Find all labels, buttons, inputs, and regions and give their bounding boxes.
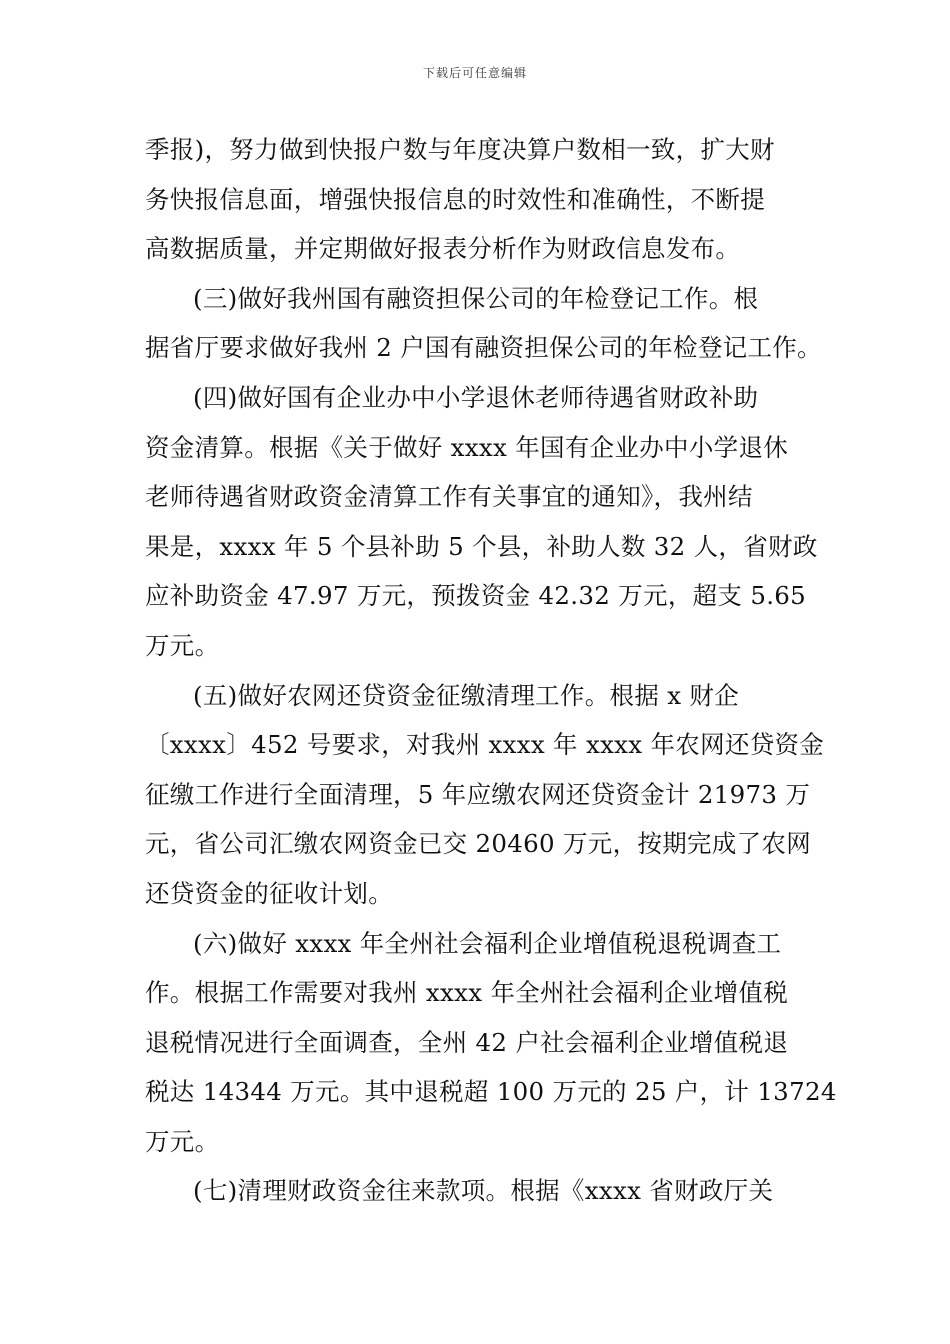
text-line: 务快报信息面，增强快报信息的时效性和准确性，不断提 [145, 184, 765, 214]
text-line: 〔xxxx〕452 号要求，对我州 xxxx 年 xxxx 年农网还贷资金 [145, 730, 825, 760]
text-line: 征缴工作进行全面清理，5 年应缴农网还贷资金计 21973 万 [145, 779, 811, 809]
text-line: 资金清算。根据《关于做好 xxxx 年国有企业办中小学退休 [145, 432, 789, 462]
text-line: 老师待遇省财政资金清算工作有关事宜的通知》，我州结 [145, 482, 753, 512]
text-line: 还贷资金的征收计划。 [145, 878, 393, 908]
text-line: 万元。 [145, 1126, 220, 1156]
text-line: (三)做好我州国有融资担保公司的年检登记工作。根 [193, 283, 759, 313]
text-line: 万元。 [145, 630, 220, 660]
text-line: 应补助资金 47.97 万元，预拨资金 42.32 万元，超支 5.65 [145, 581, 807, 611]
text-line: 高数据质量，并定期做好报表分析作为财政信息发布。 [145, 234, 741, 264]
text-line: 作。根据工作需要对我州 xxxx 年全州社会福利企业增值税 [145, 978, 789, 1008]
text-line: 税达 14344 万元。其中退税超 100 万元的 25 户，计 13724 [145, 1077, 837, 1107]
text-line: (四)做好国有企业办中小学退休老师待遇省财政补助 [193, 382, 759, 412]
document-body [145, 125, 837, 1216]
text-line: (七)清理财政资金往来款项。根据《xxxx 省财政厅关 [193, 1176, 774, 1206]
text-line: 据省厅要求做好我州 2 户国有融资担保公司的年检登记工作。 [145, 333, 822, 363]
text-line: (六)做好 xxxx 年全州社会福利企业增值税退税调查工 [193, 928, 782, 958]
text-line: (五)做好农网还贷资金征缴清理工作。根据 x 财企 [193, 680, 740, 710]
text-line: 果是，xxxx 年 5 个县补助 5 个县，补助人数 32 人，省财政 [145, 531, 818, 561]
text-line: 元，省公司汇缴农网资金已交 20460 万元，按期完成了农网 [145, 829, 812, 859]
text-line: 退税情况进行全面调查，全州 42 户社会福利企业增值税退 [145, 1027, 789, 1057]
page-header: 下载后可任意编辑 [422, 66, 527, 80]
text-line: 季报)，努力做到快报户数与年度决算户数相一致，扩大财 [145, 135, 775, 164]
